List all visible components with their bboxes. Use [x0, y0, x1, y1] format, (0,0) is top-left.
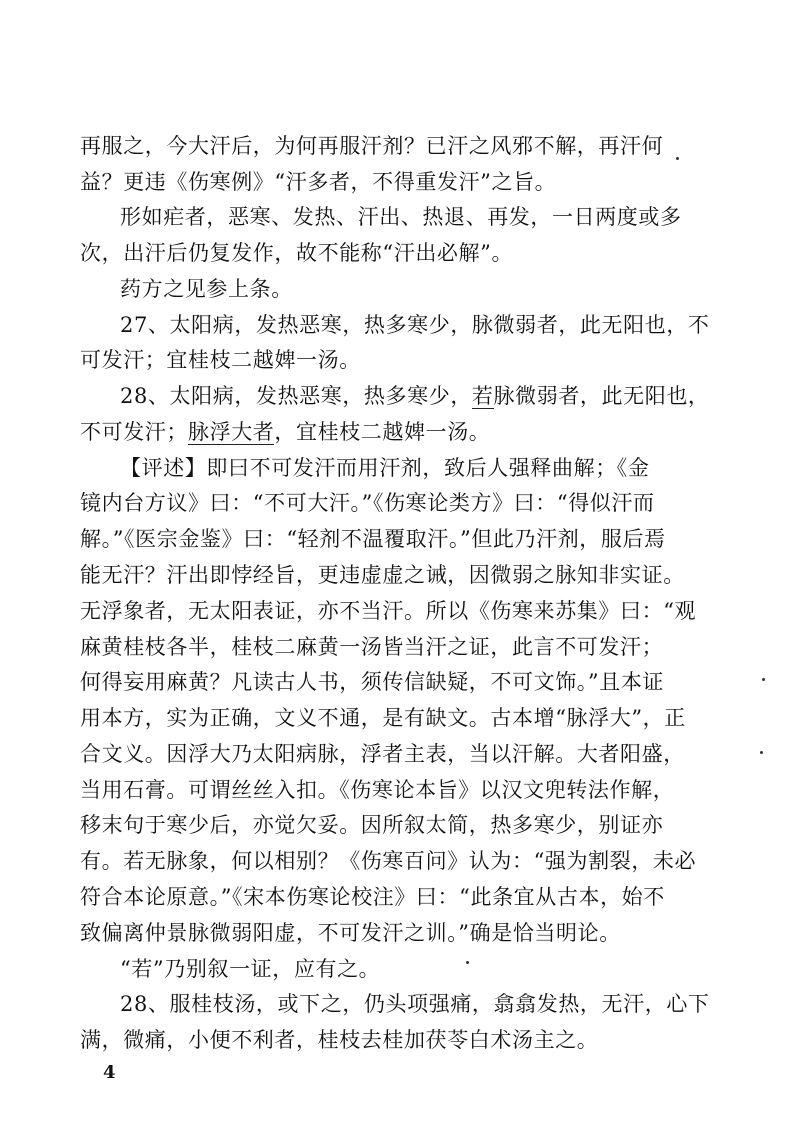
text-span: 28、太阳病，发热恶寒，热多寒少， [120, 384, 472, 408]
text-line: 何得妄用麻黄？凡读古人书，须传信缺疑，不可文饰。”且本证 [80, 670, 665, 694]
text-line: 满，微痛，小便不利者，桂枝去桂加茯苓白术汤主之。 [80, 1028, 599, 1052]
text-span: ，宜桂枝二越婢一汤。 [274, 420, 491, 444]
text-line: 形如疟者，恶寒、发热、汗出、热退、再发，一日两度或多 [120, 205, 682, 229]
text-line: 符合本论原意。”《宋本伤寒论校注》曰：“此条宜从古本，始不 [80, 885, 665, 909]
text-line: 镜内台方议》曰：“不可大汗。”《伤寒论类方》曰：“得似汗而 [80, 491, 655, 515]
text-line: 能无汗？汗出即悖经旨，更违虚虚之诫，因微弱之脉知非实证。 [80, 563, 685, 587]
text-span: 不可发汗； [80, 420, 188, 444]
scan-speck [762, 678, 765, 681]
text-line: 无浮象者，无太阳表证，亦不当汗。所以《伤寒来苏集》曰：“观 [80, 599, 697, 623]
text-line [80, 415, 680, 449]
scan-speck [760, 751, 763, 754]
underlined-text: 若 [471, 384, 494, 408]
text-line: 可发汗；宜桂枝二越婢一汤。 [80, 348, 361, 372]
scan-speck [466, 961, 469, 964]
underlined-text: 脉浮大者 [188, 420, 275, 444]
text-line: 28、服桂枝汤，或下之，仍头项强痛，翕翕发热，无汗，心下 [120, 992, 710, 1016]
text-line: 合文义。因浮大乃太阳病脉，浮者主表，当以汗解。大者阳盛， [80, 742, 685, 766]
text-line: 用本方，实为正确，文义不通，是有缺文。古本增“脉浮大”，正 [80, 706, 686, 730]
text-line: 有。若无脉象，何以相别？《伤寒百问》认为：“强为割裂，未必 [80, 849, 697, 873]
text-line [120, 379, 710, 413]
text-line: 益？更违《伤寒例》“汗多者，不得重发汗”之旨。 [80, 170, 557, 194]
page-number: 4 [103, 1062, 116, 1083]
scan-speck [676, 157, 679, 160]
text-line: “若”乃别叙一证，应有之。 [120, 957, 381, 981]
text-line: 27、太阳病，发热恶寒，热多寒少，脉微弱者，此无阳也，不 [120, 313, 710, 337]
text-line: 药方之见参上条。 [120, 277, 293, 301]
text-line: 解。”《医宗金鉴》曰：“轻剂不温覆取汗。”但此乃汗剂，服后焉 [80, 527, 666, 551]
text-span: 脉微弱者，此无阳也， [493, 384, 710, 408]
text-line: 再服之，今大汗后，为何再服汗剂？已汗之风邪不解，再汗何 [80, 134, 664, 158]
text-line: 致偏离仲景脉微弱阳虚，不可发汗之训。”确是恰当明论。 [80, 921, 621, 945]
text-line: 当用石膏。可谓丝丝入扣。《伤寒论本旨》以汉文兜转法作解， [80, 778, 675, 802]
text-line: 次，出汗后仍复发作，故不能称“汗出必解”。 [80, 241, 514, 265]
text-line: 【评述】即曰不可发汗而用汗剂，致后人强释曲解；《金 [120, 456, 650, 480]
text-line: 麻黄桂枝各半，桂枝二麻黄一汤皆当汗之证，此言不可发汗； [80, 635, 664, 659]
text-line: 移末句于寒少后，亦觉欠妥。因所叙太简，热多寒少，别证亦 [80, 813, 664, 837]
